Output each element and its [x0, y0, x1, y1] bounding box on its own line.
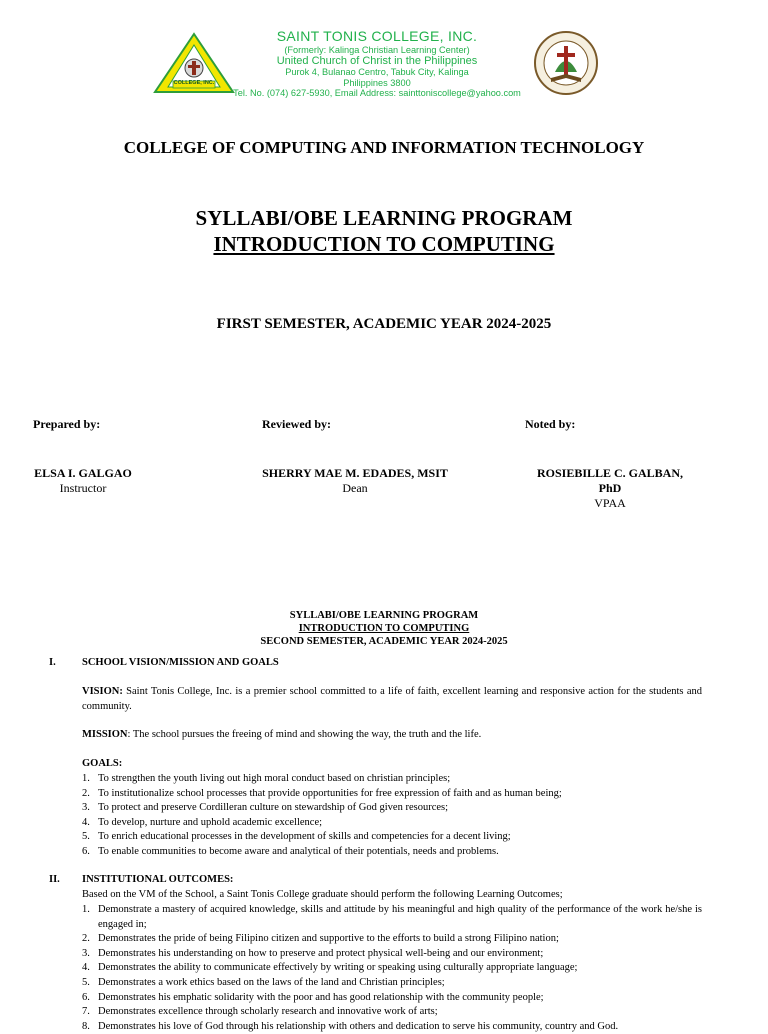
list-item: 6. Demonstrates his emphatic solidarity with the poor and has good relationship with the community people;	[82, 991, 544, 1003]
list-item: 3. Demonstrates his understanding on how to preserve and protect physical well-being and our environment;	[82, 947, 544, 959]
section-number: II.	[49, 874, 60, 885]
logo-caption-bottom: COLLEGE, INC.	[173, 80, 215, 86]
list-item: 5. Demonstrates a work ethics based on the laws of the land and Christian principles;	[82, 976, 445, 988]
list-item: 1. To strengthen the youth living out high moral conduct based on christian principles;	[82, 773, 451, 784]
list-item: 6. To enable communities to become aware and analytical of their potentials, needs and problems.	[82, 845, 499, 857]
noted-by-label: Noted by:	[525, 417, 576, 431]
signatory-name: SHERRY MAE M. EDADES, MSIT	[262, 466, 448, 480]
school-header	[200, 29, 554, 98]
signatory-prepared	[33, 466, 133, 496]
signatory-name: ROSIEBILLE C. GALBAN, PhD	[536, 466, 684, 495]
goals-label: GOALS:	[82, 758, 123, 769]
vision-statement	[82, 685, 702, 714]
outcomes-list	[82, 903, 702, 1034]
signatory-role: Dean	[342, 481, 368, 495]
signatory-role: Instructor	[59, 481, 107, 495]
list-item: 3. To protect and preserve Cordilleran culture on stewardship of God given resources;	[82, 802, 449, 814]
cover-course-title: INTRODUCTION TO COMPUTING	[213, 232, 555, 256]
college-name: COLLEGE OF COMPUTING AND INFORMATION TECHNOLOGY	[123, 138, 645, 157]
school-former-name: (Formerly: Kalinga Christian Learning Center)	[284, 44, 470, 55]
prepared-by-label: Prepared by:	[33, 417, 101, 431]
section-heading: SCHOOL VISION/MISSION AND GOALS	[82, 657, 279, 668]
mission-label: MISSION	[82, 729, 128, 740]
cover-semester: FIRST SEMESTER, ACADEMIC YEAR 2024-2025	[216, 316, 552, 332]
school-address: Purok 4, Bulanao Centro, Tabuk City, Kalinga	[285, 67, 469, 78]
reviewed-by-label: Reviewed by:	[262, 417, 331, 431]
list-item: 2. To institutionalize school processes that provide opportunities for free expression of faith and as human being;	[82, 787, 562, 799]
signatory-reviewed	[262, 466, 448, 496]
signatory-role: VPAA	[594, 496, 626, 510]
syllabus-semester: SECOND SEMESTER, ACADEMIC YEAR 2024-2025	[260, 636, 508, 647]
section-number: I.	[49, 657, 56, 668]
signatory-name: ELSA I. GALGAO	[34, 466, 132, 480]
syllabus-title: SYLLABI/OBE LEARNING PROGRAM	[289, 610, 479, 621]
list-item: 5. To enrich educational processes in the development of skills and competencies for a decent living;	[82, 831, 511, 843]
goals-list	[82, 772, 702, 860]
vision-text: Saint Tonis College, Inc. is a premier school committed to a life of faith, excellent learning and responsive action for the students and community.	[82, 686, 702, 712]
mission-statement	[82, 728, 702, 743]
mission-text: : The school pursues the freeing of mind and showing the way, the truth and the life.	[127, 729, 482, 740]
list-item: 8. Demonstrates his love of God through his relationship with others and dedication to serve his community, country and God.	[82, 1020, 619, 1032]
list-item: 7. Demonstrates excellence through scholarly research and innovative work of arts;	[82, 1006, 438, 1018]
list-item: 1. Demonstrate a mastery of acquired knowledge, skills and attitude by his meaningful and high quality of the performance of the work he/she is engaged in;	[82, 904, 702, 930]
signatory-noted	[525, 466, 695, 511]
list-item: 4. Demonstrates the ability to communicate effectively by writing or speaking using culturally appropriate language;	[82, 962, 578, 974]
outcomes-intro: Based on the VM of the School, a Saint Tonis College graduate should perform the following Learning Outcomes;	[82, 889, 563, 900]
list-item: 4. To develop, nurture and uphold academic excellence;	[82, 816, 323, 828]
list-item: 2. Demonstrates the pride of being Filipino citizen and supportive to the efforts to build a strong Filipino nation;	[82, 933, 559, 945]
syllabus-course-title: INTRODUCTION TO COMPUTING	[298, 623, 470, 634]
church-affiliation: United Church of Christ in the Philippines	[276, 54, 478, 67]
cover-title: SYLLABI/OBE LEARNING PROGRAM	[195, 206, 573, 230]
school-contact: Tel. No. (074) 627-5930, Email Address: sainttoniscollege@yahoo.com	[233, 87, 521, 98]
vision-label: VISION:	[82, 686, 123, 697]
school-address-country: Philippines 3800	[343, 77, 411, 88]
section-heading: INSTITUTIONAL OUTCOMES:	[82, 874, 234, 885]
school-name: SAINT TONIS COLLEGE, INC.	[276, 28, 478, 44]
